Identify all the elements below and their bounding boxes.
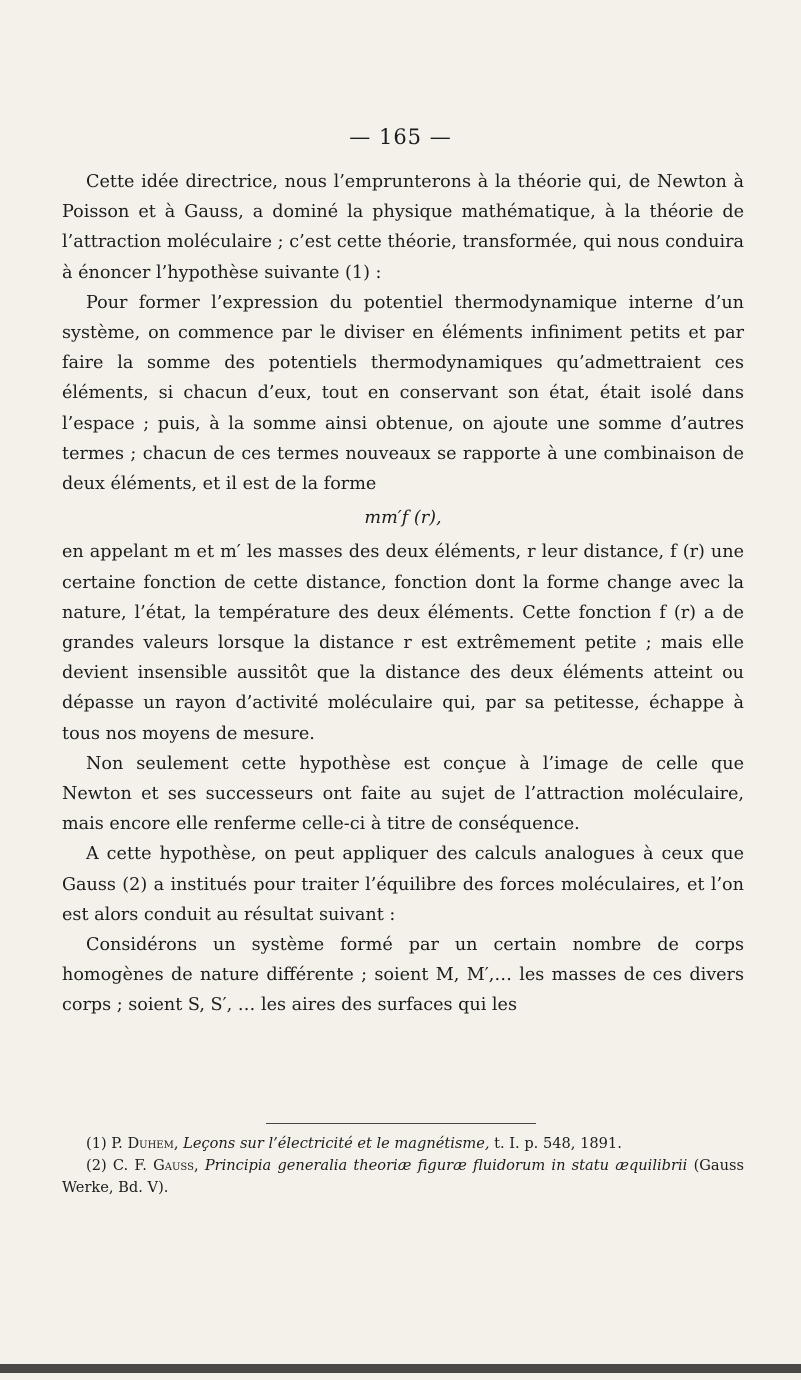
paragraph: Considérons un système formé par un certain nombre de corps homogènes de nature différente ; soient M, M′,… les masses de ces divers corps ; soient S, S′, … les aires des surfaces qui les	[62, 935, 744, 1016]
footnote-reference: (Gauss Werke, Bd. V).	[62, 1157, 744, 1196]
footnotes	[62, 1133, 744, 1199]
footnote-author: Duhem,	[127, 1135, 179, 1152]
paragraph: Non seulement cette hypothèse est conçue à l’image de celle que Newton et ses successeurs ont faite au sujet de l’attraction moléculaire, mais encore elle renferme celle-ci à titre de conséquence.	[62, 753, 744, 835]
footnote-title: Principia generalia theoriæ figuræ fluidorum in statu æquilibrii	[204, 1157, 688, 1174]
footnote-1	[62, 1133, 744, 1155]
paragraph: en appelant m et m′ les masses des deux éléments, r leur distance, f (r) une certaine fonction de cette distance, fonction dont la forme change avec la nature, l’état, la température des deux éléments. Cette fonction f (r) a de grandes valeurs lorsque la distance r est extrêmement petite ; mais elle devient insensible aussitôt que la distance des deux éléments atteint ou dépasse un rayon d’activité moléculaire qui, par sa petitesse, échappe à tous nos moyens de mesure.	[62, 542, 744, 744]
footnote-2	[62, 1155, 744, 1199]
footnote-mark: (2) C. F.	[86, 1157, 147, 1174]
scan-edge	[0, 1364, 801, 1373]
footnote-author: Gauss,	[153, 1157, 199, 1174]
paragraph: Pour former l’expression du potentiel thermodynamique interne d’un système, on commence par le diviser en éléments infiniment petits et par faire la somme des potentiels thermodynamiques qu’admettraient ces éléments, si chacun d’eux, tout en conservant son état, était isolé dans l’espace ; puis, à la somme ainsi obtenue, on ajoute une somme d’autres termes ; chacun de ces termes nouveaux se rapporte à une combinaison de deux éléments, et il est de la forme	[62, 292, 744, 495]
footnote-mark: (1) P.	[86, 1135, 123, 1152]
footnote-title: Leçons sur l’électricité et le magnétisme,	[183, 1135, 490, 1152]
paragraph: A cette hypothèse, on peut appliquer des calculs analogues à ceux que Gauss (2) a institués pour traiter l’équilibre des forces moléculaires, et l’on est alors conduit au résultat suivant :	[62, 844, 744, 925]
formula: mm′f (r),	[364, 508, 442, 529]
paragraph: Cette idée directrice, nous l’emprunterons à la théorie qui, de Newton à Poisson et à Gauss, a dominé la physique mathématique, à la théorie de l’attraction moléculaire ; c’est cette théorie, transformée, qui nous conduira à énoncer l’hypothèse suivante (1) :	[62, 172, 744, 283]
page-number: — 165 —	[349, 125, 452, 149]
footnote-divider	[266, 1123, 536, 1124]
footnote-reference: t. I. p. 548, 1891.	[494, 1135, 622, 1152]
main-text	[62, 167, 744, 1021]
